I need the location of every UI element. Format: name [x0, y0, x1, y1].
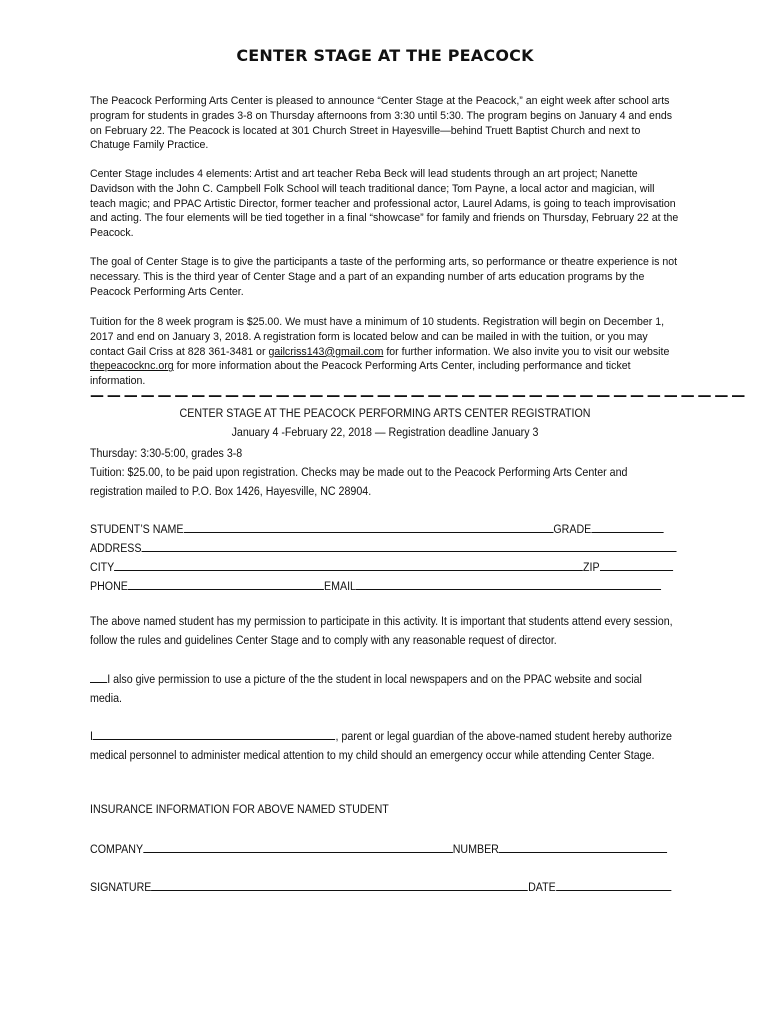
registration-heading: CENTER STAGE AT THE PEACOCK PERFORMING ARTS CENTER REGISTRATION [179, 406, 591, 420]
guardian-name-field[interactable] [93, 726, 336, 740]
signature-label: SIGNATURE [90, 880, 152, 894]
phone-row [90, 576, 680, 595]
signature-row [90, 877, 680, 896]
grade-field[interactable] [591, 519, 663, 533]
insurance-heading: INSURANCE INFORMATION FOR ABOVE NAMED STUDENT [90, 802, 389, 816]
date-label: DATE [528, 880, 556, 894]
registration-dates: January 4 -February 22, 2018 — Registration deadline January 3 [231, 425, 539, 439]
photo-permission-checkbox[interactable] [90, 669, 107, 683]
student-name-label: STUDENT’S NAME [90, 522, 184, 536]
city-row [90, 557, 680, 576]
photo-permission-text: I also give permission to use a picture of the the student in local newspapers and on the PPAC website and social media. [90, 672, 642, 705]
student-name-field[interactable] [184, 519, 554, 533]
number-label: NUMBER [452, 842, 499, 856]
address-row [90, 538, 680, 557]
insurance-row [90, 839, 680, 858]
grade-label: GRADE [553, 522, 592, 536]
city-label: CITY [90, 560, 115, 574]
tuition-text-b: for further information. We also invite you to visit our website [383, 345, 670, 358]
cut-line-divider: — — — — — — — — — — — — — — — — — — — — — — — — — — — — — — — — — — — — — — — [90, 388, 745, 404]
elements-paragraph: Center Stage includes 4 elements: Artist and art teacher Reba Beck will lead students through an art project; Nanette Davidson with the John C. Campbell Folk School will teach traditional dance; Tom Payne, a local actor and magician, will teach magic; and PPAC Artistic Director, former teacher and professional actor, Laurel Adams, is going to teach improvisation and acting. The four elements will be tied together in a final “showcase” for family and friends on Thursday, February 22 at the Peacock. [90, 168, 679, 240]
page-title: CENTER STAGE AT THE PEACOCK [236, 46, 534, 65]
permission-statement: The above named student has my permission to participate in this activity. It is important that students attend every session, follow the rules and guidelines Center Stage and to comply with any reasonable request of director. [90, 614, 673, 647]
website-link[interactable]: thepeacocknc.org [90, 360, 174, 373]
student-name-row [90, 519, 680, 538]
tuition-note: Tuition: $25.00, to be paid upon registration. Checks may be made out to the Peacock Performing Arts Center and registration mailed to P.O. Box 1426, Hayesville, NC 28904. [90, 465, 628, 498]
photo-permission [90, 669, 675, 708]
schedule-line: Thursday: 3:30-5:00, grades 3-8 [90, 446, 243, 460]
phone-label: PHONE [90, 579, 128, 593]
address-label: ADDRESS [90, 541, 142, 555]
medical-prefix: I [90, 729, 93, 743]
contact-email-link[interactable]: gailcriss143@gmail.com [268, 345, 384, 358]
address-field[interactable] [142, 538, 677, 552]
intro-paragraph: The Peacock Performing Arts Center is pleased to announce “Center Stage at the Peacock,” an eight week after school arts program for students in grades 3-8 on Thursday afternoons from 3:30 until 5:30. The program begins on January 4 and ends on February 22. The Peacock is located at 301 Church Street in Hayesville—behind Truett Baptist Church and next to Chatuge Family Practice. [90, 95, 673, 152]
city-field[interactable] [114, 557, 583, 571]
signature-field[interactable] [151, 877, 528, 891]
insurance-number-field[interactable] [499, 839, 668, 853]
company-label: COMPANY [90, 842, 144, 856]
zip-label: ZIP [582, 560, 600, 574]
medical-text: , parent or legal guardian of the above-named student hereby authorize medical personnel to administer medical attention to my child should an emergency occur while attending Center Stage. [90, 729, 672, 762]
tuition-text-a: Tuition for the 8 week program is $25.00. We must have a minimum of 10 students. Registration will begin on December 1, 2017 and end on January 3, 2018. A registration form is located below and can be mailed in with the tuition, or you may contact Gail Criss at 828 361-3481 or [90, 316, 665, 358]
phone-field[interactable] [128, 576, 324, 590]
company-field[interactable] [143, 839, 453, 853]
zip-field[interactable] [600, 557, 673, 571]
date-field[interactable] [556, 877, 671, 891]
medical-authorization [90, 726, 675, 765]
email-label: EMAIL [323, 579, 356, 593]
goal-paragraph: The goal of Center Stage is to give the participants a taste of the performing arts, so performance or theatre experience is not necessary. This is the third year of Center Stage and a part of an expanding number of arts education programs by the Peacock Performing Arts Center. [90, 256, 678, 298]
tuition-text-c: for more information about the Peacock Performing Arts Center, including performance and ticket information. [90, 360, 631, 388]
email-field[interactable] [356, 576, 661, 590]
tuition-paragraph [90, 315, 680, 389]
